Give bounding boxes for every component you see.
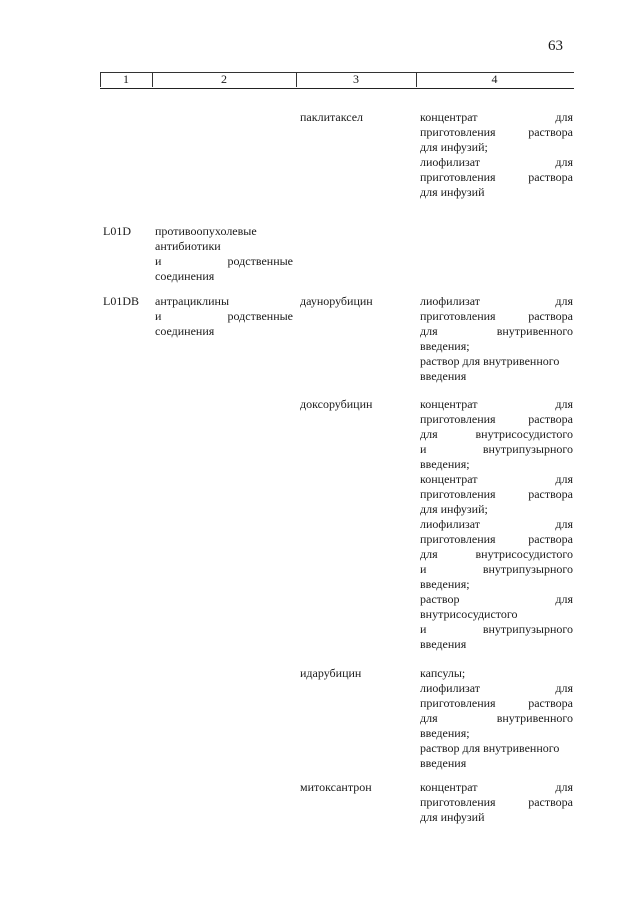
form-word: капсулы;: [420, 666, 466, 680]
form-word: для: [555, 592, 573, 606]
form-word: раствора: [528, 125, 573, 139]
form-line: [420, 324, 573, 339]
form-line: [420, 756, 573, 771]
form-word: введения;: [420, 457, 470, 471]
form-word: лиофилизат: [420, 294, 481, 308]
form-word: приготовления: [420, 170, 496, 184]
drug-name: идарубицин: [300, 666, 362, 680]
form-word: для: [555, 780, 573, 794]
form-word: раствор для внутривенного: [420, 354, 560, 368]
dosage-forms: [420, 110, 573, 200]
form-word: для инфузий;: [420, 502, 488, 516]
form-line: [420, 457, 573, 472]
table-header: [100, 72, 574, 88]
form-line: [420, 294, 573, 309]
form-word: для: [555, 155, 573, 169]
form-word: приготовления: [420, 125, 496, 139]
form-word: концентрат: [420, 780, 478, 794]
group-line: [155, 254, 293, 269]
group-line: [155, 224, 293, 239]
form-word: для: [420, 711, 438, 725]
form-word: введения: [420, 637, 467, 651]
form-word: концентрат: [420, 472, 478, 486]
form-word: для: [555, 110, 573, 124]
form-word: концентрат: [420, 110, 478, 124]
group-word: соединения: [155, 324, 215, 338]
form-word: внутрисосудистого: [475, 427, 573, 441]
group-line: [155, 294, 293, 309]
form-line: [420, 155, 573, 170]
form-word: раствор для внутривенного: [420, 741, 560, 755]
form-line: [420, 412, 573, 427]
form-word: лиофилизат: [420, 517, 481, 531]
form-word: внутрипузырного: [482, 562, 573, 576]
group-word: и: [155, 309, 162, 323]
form-word: для: [555, 472, 573, 486]
form-word: внутрисосудистого: [475, 547, 573, 561]
form-word: и: [420, 622, 427, 636]
form-line: [420, 562, 573, 577]
header-col-1: 1: [100, 72, 153, 87]
dosage-forms: [420, 397, 573, 652]
form-word: и: [420, 562, 427, 576]
form-word: раствора: [528, 309, 573, 323]
form-line: [420, 592, 573, 607]
form-line: [420, 110, 573, 125]
form-line: [420, 741, 573, 756]
form-word: раствор: [420, 592, 460, 606]
form-line: [420, 577, 573, 592]
form-word: раствора: [528, 795, 573, 809]
drug-name: митоксантрон: [300, 780, 372, 794]
form-word: для: [555, 681, 573, 695]
group-word: противоопухолевые: [155, 224, 257, 238]
form-line: [420, 517, 573, 532]
group-line: [155, 239, 293, 254]
form-word: введения;: [420, 726, 470, 740]
form-word: концентрат: [420, 397, 478, 411]
form-word: раствора: [528, 487, 573, 501]
form-line: [420, 681, 573, 696]
form-word: внутрипузырного: [482, 622, 573, 636]
group-word: родственные: [227, 309, 293, 323]
group-line: [155, 324, 293, 339]
drug-name: доксорубицин: [300, 397, 373, 411]
form-line: [420, 726, 573, 741]
form-line: [420, 487, 573, 502]
form-line: [420, 711, 573, 726]
group-line: [155, 269, 293, 284]
atc-code: L01DB: [103, 294, 139, 308]
form-line: [420, 780, 573, 795]
group-word: соединения: [155, 269, 215, 283]
form-line: [420, 607, 573, 622]
group-word: и: [155, 254, 162, 268]
form-word: приготовления: [420, 412, 496, 426]
form-line: [420, 502, 573, 517]
form-word: приготовления: [420, 532, 496, 546]
form-line: [420, 140, 573, 155]
form-word: внутрисосудистого: [420, 607, 518, 621]
form-line: [420, 185, 573, 200]
form-word: раствора: [528, 412, 573, 426]
form-word: для: [555, 397, 573, 411]
form-line: [420, 795, 573, 810]
form-word: приготовления: [420, 487, 496, 501]
form-line: [420, 125, 573, 140]
form-line: [420, 354, 573, 369]
form-line: [420, 309, 573, 324]
form-word: для: [420, 427, 438, 441]
form-line: [420, 472, 573, 487]
dosage-forms: [420, 294, 573, 384]
form-word: введения: [420, 369, 467, 383]
form-word: для инфузий: [420, 185, 485, 199]
form-word: для: [420, 324, 438, 338]
form-line: [420, 810, 573, 825]
form-line: [420, 547, 573, 562]
header-col-2: 2: [152, 72, 297, 87]
form-line: [420, 170, 573, 185]
group-name: [155, 224, 293, 284]
form-line: [420, 666, 573, 681]
form-word: введения;: [420, 577, 470, 591]
header-col-3: 3: [296, 72, 417, 87]
group-name: [155, 294, 293, 339]
form-line: [420, 369, 573, 384]
form-word: лиофилизат: [420, 155, 481, 169]
dosage-forms: [420, 780, 573, 825]
group-word: антибиотики: [155, 239, 221, 253]
drug-name: даунорубицин: [300, 294, 373, 308]
form-word: лиофилизат: [420, 681, 481, 695]
form-word: раствора: [528, 696, 573, 710]
form-line: [420, 637, 573, 652]
form-line: [420, 532, 573, 547]
form-line: [420, 397, 573, 412]
atc-code: L01D: [103, 224, 131, 238]
group-word: антрациклины: [155, 294, 230, 308]
form-word: раствора: [528, 170, 573, 184]
form-word: для инфузий;: [420, 140, 488, 154]
form-word: для инфузий: [420, 810, 485, 824]
form-line: [420, 442, 573, 457]
drug-name: паклитаксел: [300, 110, 364, 124]
form-word: для: [555, 294, 573, 308]
form-line: [420, 427, 573, 442]
page-number: 63: [548, 38, 563, 54]
form-word: приготовления: [420, 696, 496, 710]
form-word: для: [555, 517, 573, 531]
form-word: раствора: [528, 532, 573, 546]
form-word: внутривенного: [496, 324, 573, 338]
form-word: внутривенного: [496, 711, 573, 725]
form-word: для: [420, 547, 438, 561]
dosage-forms: [420, 666, 573, 771]
form-line: [420, 696, 573, 711]
form-word: введения: [420, 756, 467, 770]
group-line: [155, 309, 293, 324]
form-word: приготовления: [420, 309, 496, 323]
form-word: и: [420, 442, 427, 456]
form-line: [420, 622, 573, 637]
form-line: [420, 339, 573, 354]
form-word: приготовления: [420, 795, 496, 809]
group-word: родственные: [227, 254, 293, 268]
form-word: внутрипузырного: [482, 442, 573, 456]
form-word: введения;: [420, 339, 470, 353]
header-col-4: 4: [491, 72, 498, 86]
